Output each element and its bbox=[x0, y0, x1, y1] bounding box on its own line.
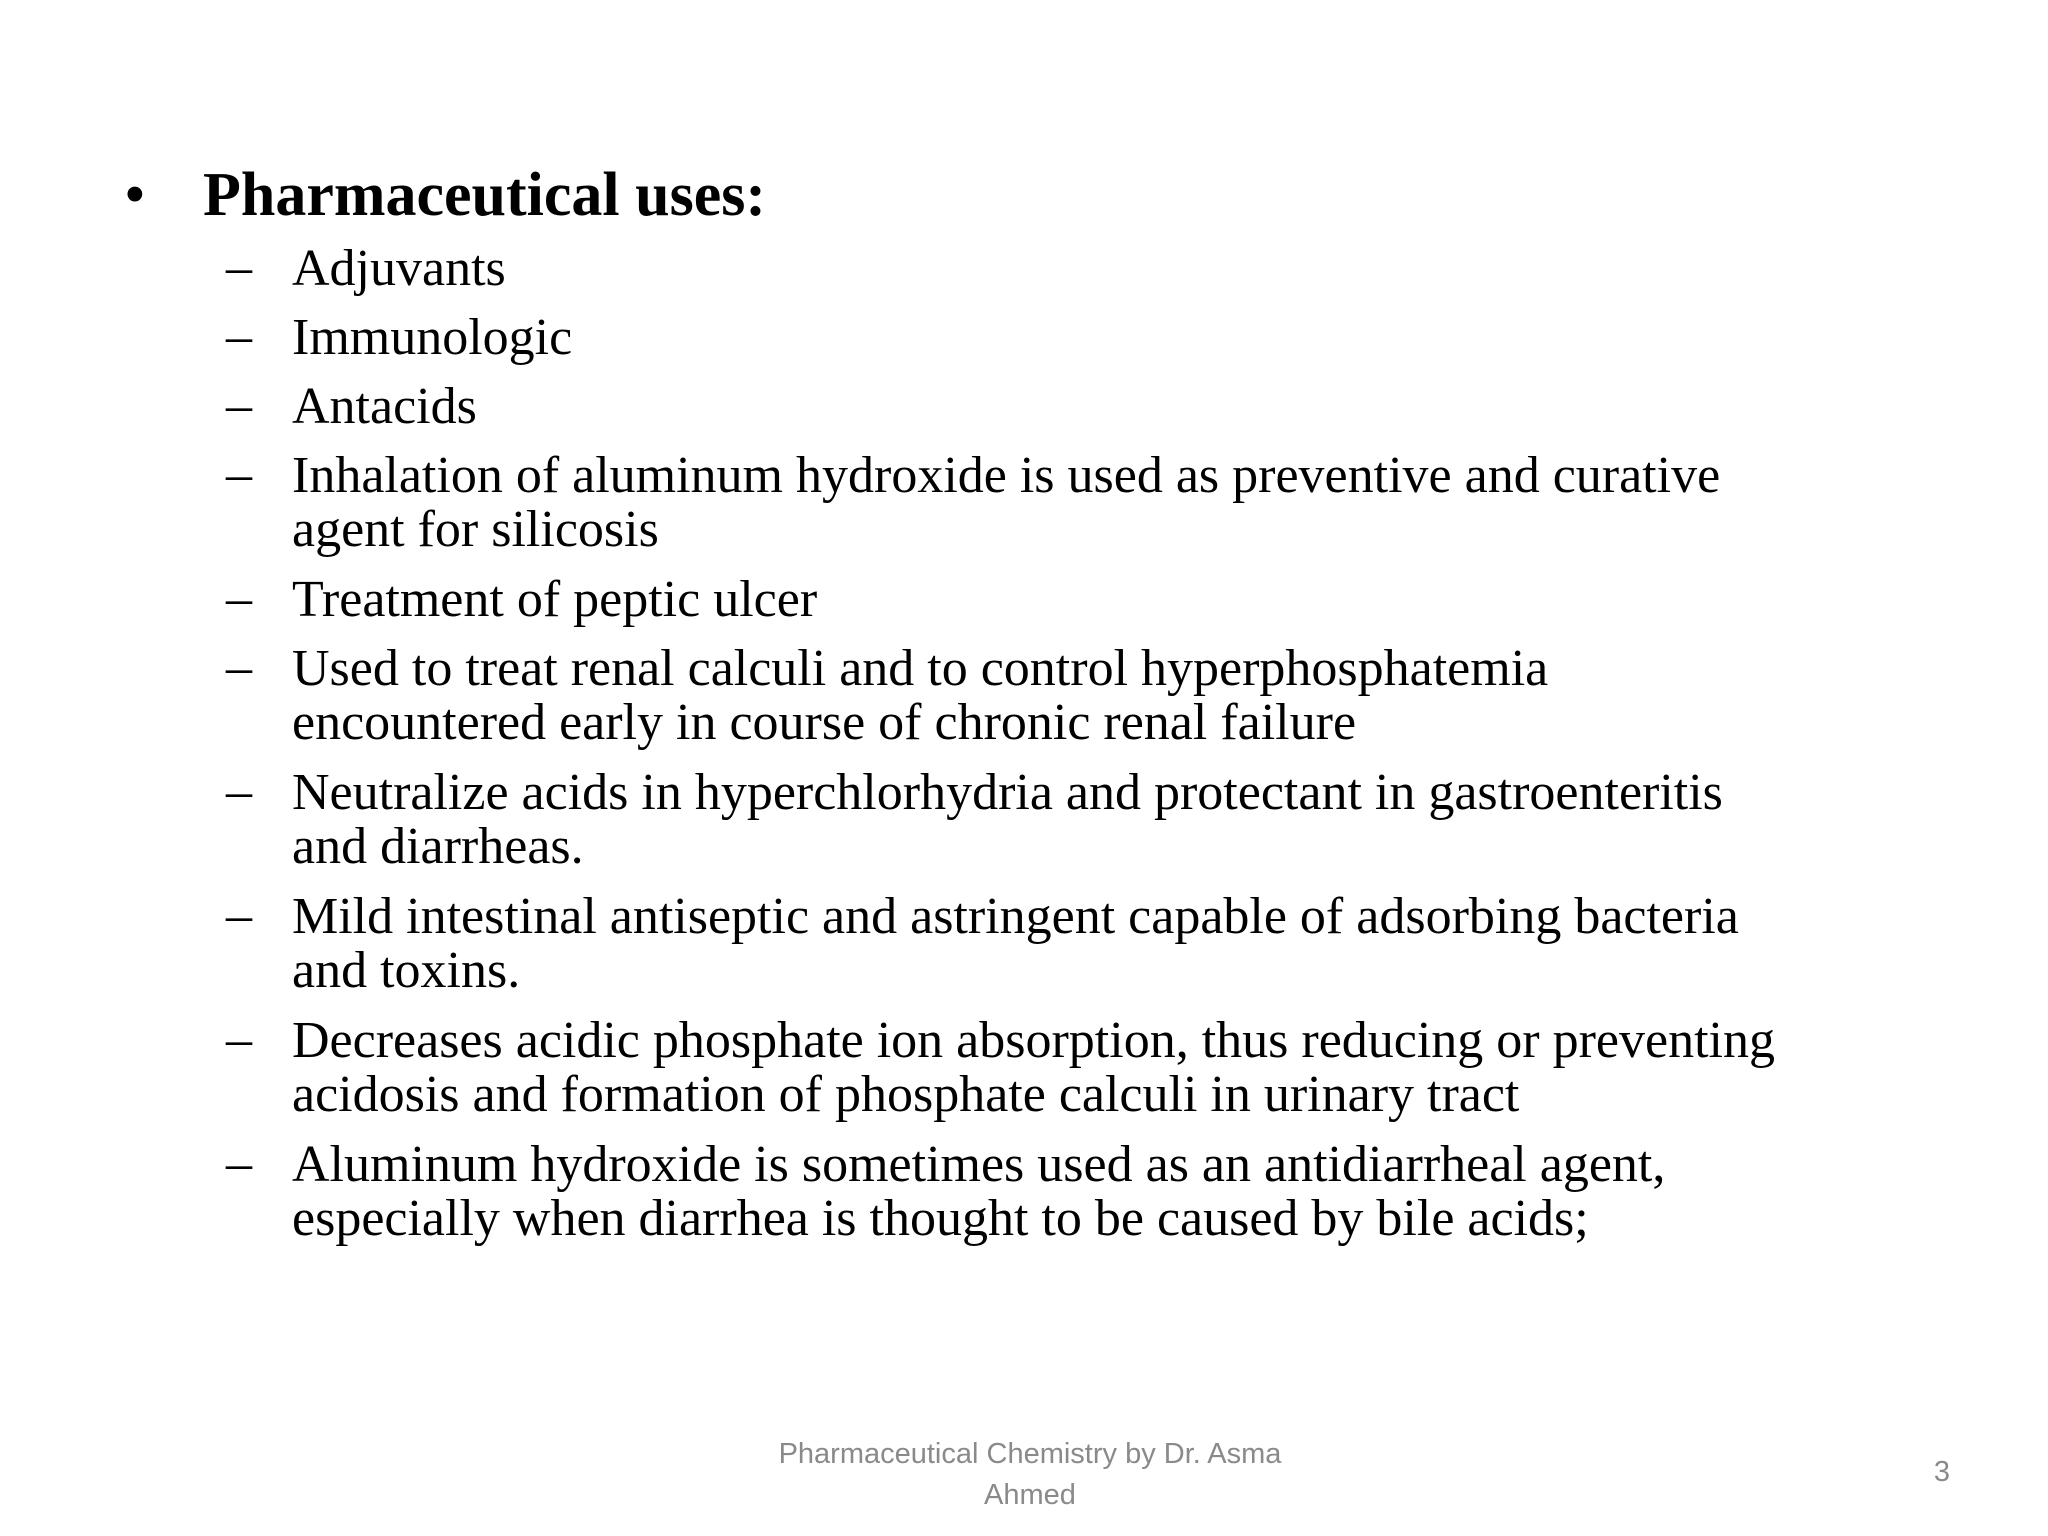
dash-marker: – bbox=[226, 639, 252, 696]
slide-number: 3 bbox=[1933, 1456, 1950, 1488]
list-item-text: Aluminum hydroxide is sometimes used as an antidiarrheal agent, especially when diarrhea is thought to be caused by bile acids; bbox=[292, 1136, 1666, 1247]
list-item-text: Immunologic bbox=[292, 309, 573, 366]
dash-marker: – bbox=[226, 446, 252, 503]
list-item-text: Mild intestinal antiseptic and astringent capable of adsorbing bacteria and toxins. bbox=[292, 888, 1739, 999]
dash-marker: – bbox=[226, 887, 252, 944]
list-item-text: Used to treat renal calculi and to control hyperphosphatemia encountered early in course of chronic renal failure bbox=[292, 640, 1549, 751]
slide-heading: Pharmaceutical uses: bbox=[203, 161, 767, 229]
list-item-text: Decreases acidic phosphate ion absorption, thus reducing or preventing acidosis and formation of phosphate calculi in urinary tract bbox=[292, 1012, 1775, 1123]
bullet-point: • bbox=[124, 161, 146, 229]
list-item-text: Treatment of peptic ulcer bbox=[292, 571, 818, 628]
dash-marker: – bbox=[226, 377, 252, 434]
dash-marker: – bbox=[226, 1135, 252, 1192]
dash-marker: – bbox=[226, 1011, 252, 1068]
list-item-text: Neutralize acids in hyperchlorhydria and protectant in gastroenteritis and diarrheas. bbox=[292, 764, 1723, 875]
dash-marker: – bbox=[226, 308, 252, 365]
dash-marker: – bbox=[226, 570, 252, 627]
list-item-text: Adjuvants bbox=[292, 240, 506, 297]
dash-marker: – bbox=[226, 239, 252, 296]
list-item-text: Antacids bbox=[292, 378, 477, 435]
slide-footer: Pharmaceutical Chemistry by Dr. Asma Ahmed bbox=[778, 1438, 1282, 1511]
list-item-text: Inhalation of aluminum hydroxide is used as preventive and curative agent for silicosis bbox=[292, 447, 1721, 558]
dash-marker: – bbox=[226, 763, 252, 820]
